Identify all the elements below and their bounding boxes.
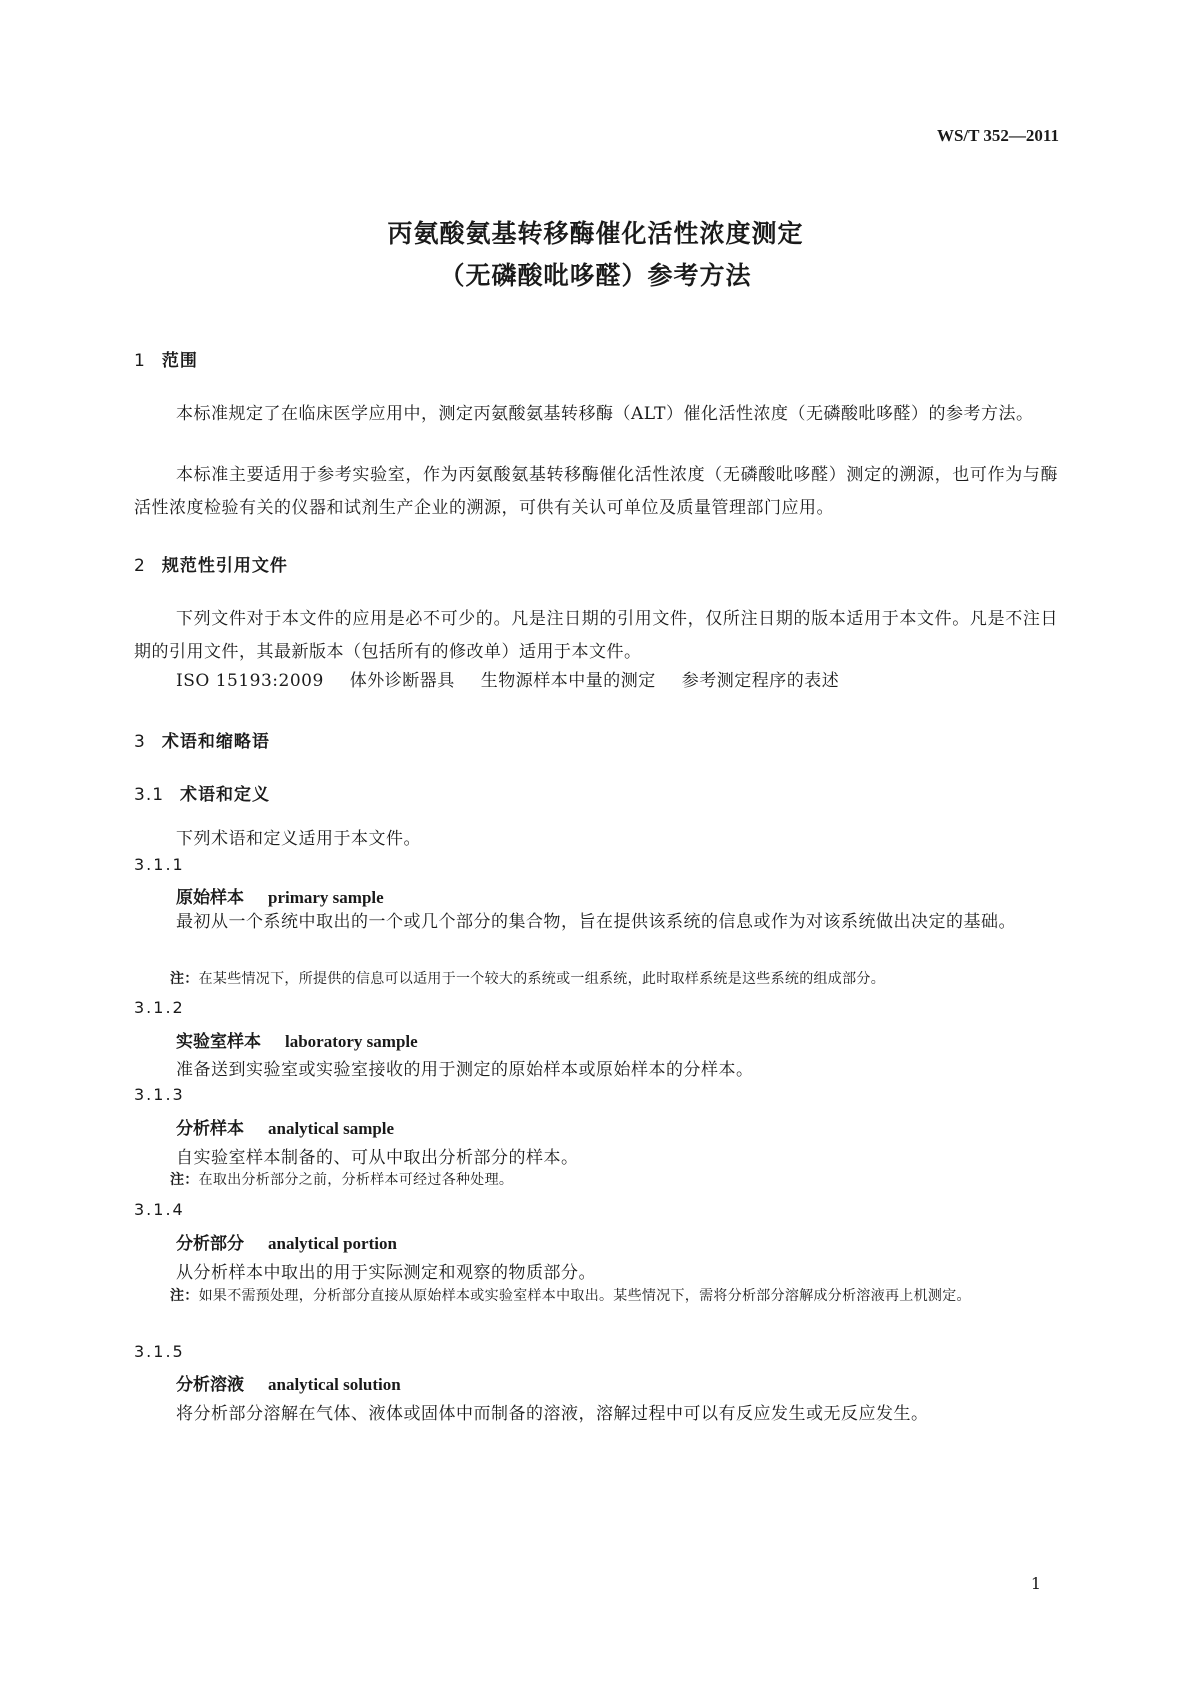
term-definition: 将分析部分溶解在气体、液体或固体中而制备的溶液，溶解过程中可以有反应发生或无反应发生。 [176,1404,929,1424]
note-label: 注： [170,1288,199,1304]
term-heading [176,1114,394,1139]
term-definition: 最初从一个系统中取出的一个或几个部分的集合物，旨在提供该系统的信息或作为对该系统做出决定的基础。 [176,912,1016,932]
section-3-heading [134,727,270,752]
term-english: analytical solution [268,1375,401,1394]
term-note [170,1167,1094,1194]
section-title: 术语和定义 [180,785,271,805]
section-title: 术语和缩略语 [161,732,270,752]
reference-title-part3: 参考测定程序的表述 [681,671,840,691]
section-1-paragraph-2: 本标准主要适用于参考实验室，作为丙氨酸氨基转移酶催化活性浓度（无磷酸吡哆醛）测定的溯源，也可作为与酶活性浓度检验有关的仪器和试剂生产企业的溯源，可供有关认可单位及质量管理部门应用。 [134,465,1058,518]
section-1-heading [134,346,198,371]
term-english: primary sample [268,888,384,907]
reference-title-part1: 体外诊断器具 [349,671,455,691]
term-number: 3.1.4 [134,1200,185,1219]
note-text: 如果不需预处理，分析部分直接从原始样本或实验室样本中取出。某些情况下，需将分析部分溶解成分析溶液再上机测定。 [198,1288,971,1304]
section-number: 3 [134,732,146,752]
note-label: 注： [170,971,199,987]
reference-code: ISO 15193:2009 [176,671,324,691]
section-number: 1 [134,351,146,371]
section-title: 范围 [161,351,198,371]
section-title: 规范性引用文件 [161,556,288,576]
normative-reference [176,666,865,691]
document-title-line1: 丙氨酸氨基转移酶催化活性浓度测定 [387,219,804,248]
term-english: analytical portion [268,1234,397,1253]
term-definition: 自实验室样本制备的、可从中取出分析部分的样本。 [176,1148,579,1168]
note-label: 注： [170,1172,199,1188]
note-text: 在取出分析部分之前，分析样本可经过各种处理。 [198,1172,514,1188]
term-chinese: 分析溶液 [176,1375,244,1395]
section-1-paragraph-1: 本标准规定了在临床医学应用中，测定丙氨酸氨基转移酶（ALT）催化活性浓度（无磷酸吡哆醛）的参考方法。 [176,404,1034,424]
term-chinese: 实验室样本 [176,1032,261,1052]
term-heading [176,1027,418,1052]
term-number: 3.1.5 [134,1342,185,1361]
term-chinese: 分析样本 [176,1119,244,1139]
term-definition: 从分析样本中取出的用于实际测定和观察的物质部分。 [176,1263,596,1283]
document-title-line2: （无磷酸吡哆醛）参考方法 [439,261,752,290]
term-definition: 准备送到实验室或实验室接收的用于测定的原始样本或原始样本的分样本。 [176,1060,754,1080]
term-number: 3.1.2 [134,998,185,1017]
term-note [170,966,1094,993]
term-heading [176,1370,401,1395]
term-heading [176,883,384,908]
section-number: 3.1 [134,785,165,805]
note-text: 在某些情况下，所提供的信息可以适用于一个较大的系统或一组系统，此时取样系统是这些系统的组成部分。 [198,971,886,987]
term-english: laboratory sample [285,1032,418,1051]
term-chinese: 分析部分 [176,1234,244,1254]
term-heading [176,1229,397,1254]
section-2-paragraph: 下列文件对于本文件的应用是必不可少的。凡是注日期的引用文件，仅所注日期的版本适用于本文件。凡是不注日期的引用文件，其最新版本（包括所有的修改单）适用于本文件。 [134,609,1058,662]
term-note [170,1283,1094,1310]
section-3-1-heading [134,780,270,805]
term-english: analytical sample [268,1119,395,1138]
reference-title-part2: 生物源样本中量的测定 [480,671,656,691]
section-number: 2 [134,556,146,576]
page-number: 1 [1030,1574,1041,1593]
term-number: 3.1.1 [134,855,185,874]
section-2-heading [134,551,288,576]
standard-code: WS/T 352—2011 [936,126,1059,145]
term-number: 3.1.3 [134,1085,185,1104]
section-3-1-intro: 下列术语和定义适用于本文件。 [176,829,421,849]
term-chinese: 原始样本 [176,888,244,908]
